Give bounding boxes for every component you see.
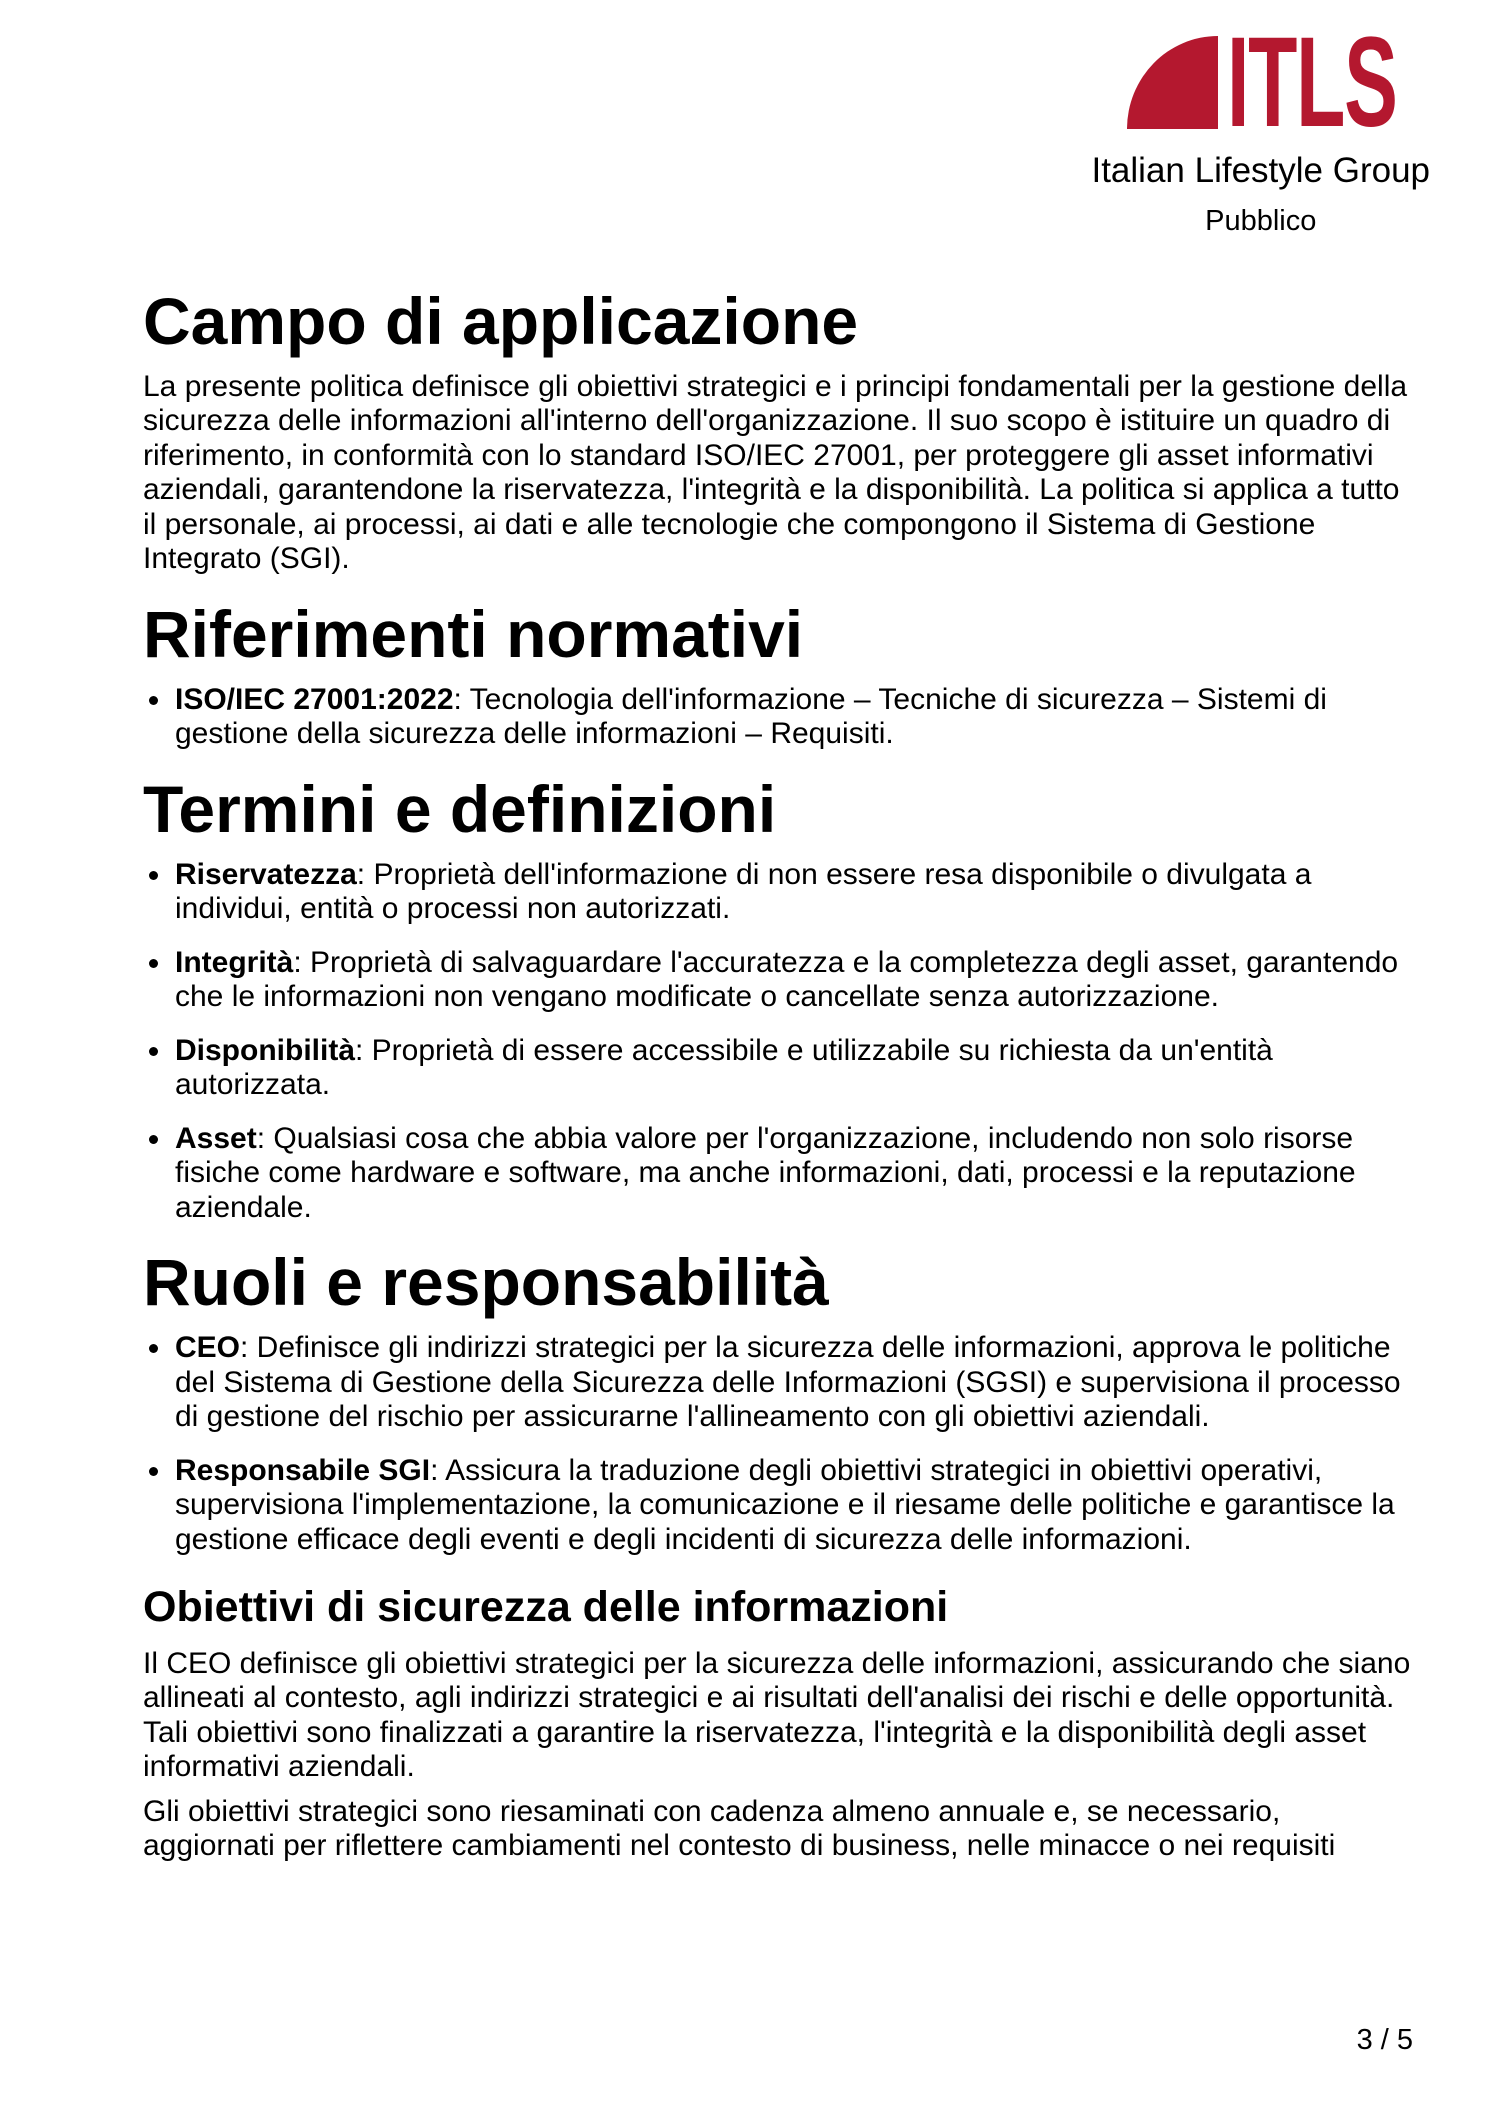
list-item [173,1034,1413,1103]
logo-wordmark: ITLS [1227,10,1397,154]
logo-quarter-circle-icon [1127,36,1218,129]
termini-list [143,858,1413,1226]
section-title-ruoli: Ruoli e responsabilità [143,1245,829,1320]
ruoli-list [143,1331,1413,1557]
list-item [173,683,1413,752]
term-definition: : Proprietà di essere accessibile e utilizzabile su richiesta da un'entità autorizzata. [175,1033,1273,1102]
riferimenti-list [143,683,1413,752]
term-label: Riservatezza [175,857,357,891]
term-label: CEO [175,1331,241,1365]
paragraph-obiettivi-2: Gli obiettivi strategici sono riesaminati con cadenza almeno annuale e, se necessario, aggiornati per riflettere cambiamenti nel contesto di business, nelle minacce o nei requisiti [143,1794,1336,1862]
paragraph-obiettivi-1: Il CEO definisce gli obiettivi strategici per la sicurezza delle informazioni, assicurando che siano allineati al contesto, agli indirizzi strategici e ai risultati dell'analisi dei rischi e delle opportunità. Tali obiettivi sono finalizzati a garantire la riservatezza, l'integrità e la disponibilità degli asset informativi aziendali. [143,1646,1411,1783]
page-number: 3 / 5 [1356,2024,1413,2056]
document-header [1091,10,1430,239]
term-definition: : Proprietà dell'informazione di non essere resa disponibile o divulgata a individui, entità o processi non autorizzati. [175,857,1312,926]
term-definition: : Assicura la traduzione degli obiettivi strategici in obiettivi operativi, supervisiona l'implementazione, la comunicazione e il riesame delle politiche e garantisce la gestione efficace degli eventi e degli incidenti di sicurezza delle informazioni. [175,1453,1395,1556]
list-item [173,1454,1413,1558]
itls-logo [1127,10,1397,154]
section-title-riferimenti: Riferimenti normativi [143,596,804,671]
section-title-obiettivi: Obiettivi di sicurezza delle informazioni [143,1583,949,1632]
term-label: Responsabile SGI [175,1453,431,1487]
section-title-campo: Campo di applicazione [143,284,859,358]
list-item [173,946,1413,1015]
paragraph-campo: La presente politica definisce gli obiettivi strategici e i principi fondamentali per la gestione della sicurezza delle informazioni all'interno dell'organizzazione. Il suo scopo è istituire un quadro di riferimento, in conformità con lo standard ISO/IEC 27001, per proteggere gli asset informativi aziendali, garantendone la riservatezza, l'integrità e la disponibilità. La politica si applica a tutto il personale, ai processi, ai dati e alle tecnologie che compongono il Sistema di Gestione Integrato (SGI). [143,369,1408,576]
term-definition: : Tecnologia dell'informazione – Tecniche di sicurezza – Sistemi di gestione della sicurezza delle informazioni – Requisiti. [175,682,1327,751]
list-item [173,858,1413,927]
term-definition: : Qualsiasi cosa che abbia valore per l'organizzazione, includendo non solo risorse fisiche come hardware e software, ma anche informazioni, dati, processi e la reputazione aziendale. [175,1121,1356,1224]
term-definition: : Definisce gli indirizzi strategici per la sicurezza delle informazioni, approva le politiche del Sistema di Gestione della Sicurezza delle Informazioni (SGSI) e supervisiona il processo di gestione del rischio per assicurarne l'allineamento con gli obiettivi aziendali. [175,1331,1401,1434]
list-item [173,1331,1413,1435]
org-name: Italian Lifestyle Group [1091,151,1430,190]
term-definition: : Proprietà di salvaguardare l'accuratezza e la completezza degli asset, garantendo che le informazioni non vengano modificate o cancellate senza autorizzazione. [175,945,1399,1014]
term-label: ISO/IEC 27001:2022 [175,682,454,716]
term-label: Integrità [175,945,294,979]
list-item [173,1122,1413,1226]
document-content [0,284,1500,1864]
term-label: Asset [175,1121,257,1155]
classification-label: Pubblico [1205,205,1317,238]
term-label: Disponibilità [175,1033,355,1067]
section-title-termini: Termini e definizioni [143,771,777,846]
